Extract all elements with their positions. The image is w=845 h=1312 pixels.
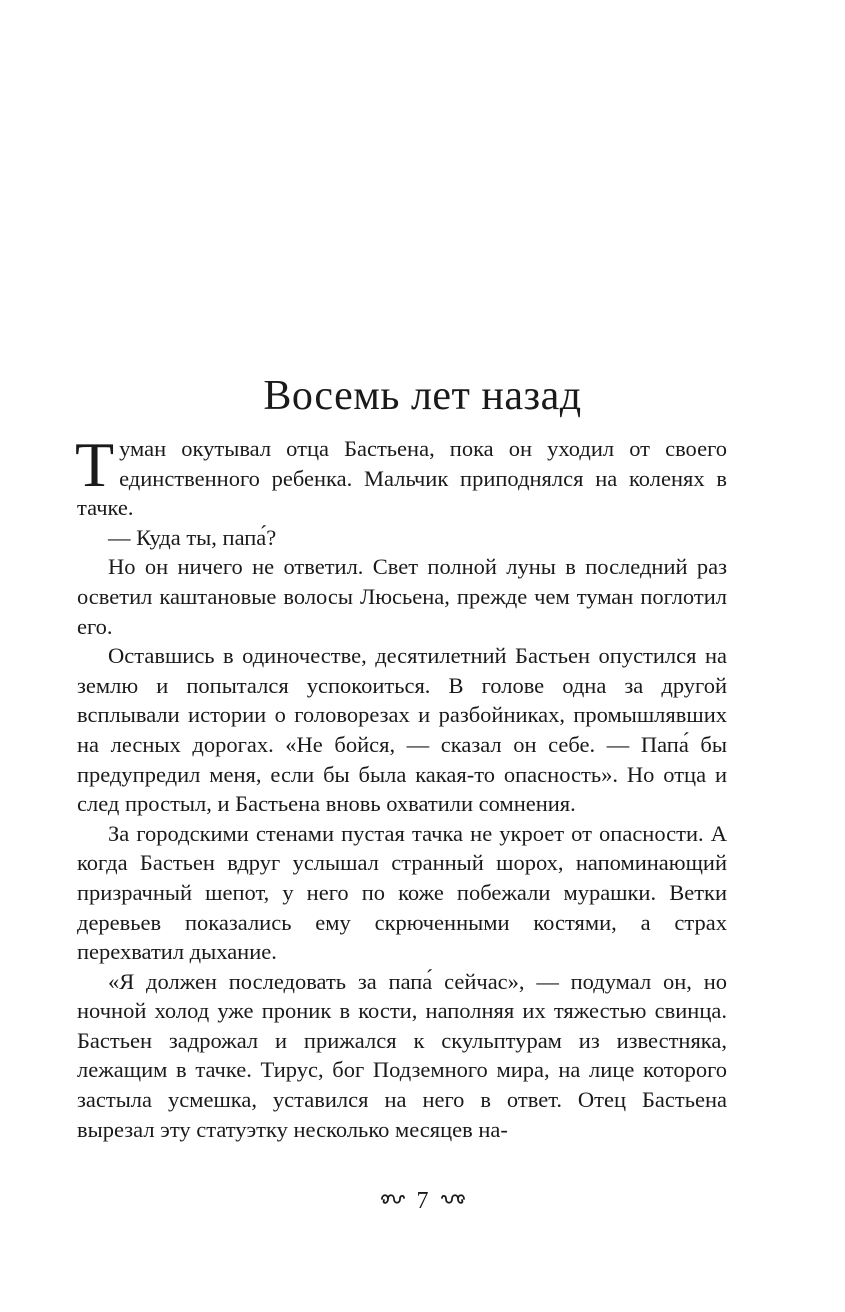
chapter-title: Восемь лет назад <box>263 373 582 419</box>
chapter-text <box>75 429 727 1144</box>
paragraph: Но он ничего не ответил. Свет полной луны в последний раз осветил каштановые волосы Люсьена, прежде чем туман поглотил его. <box>77 554 727 639</box>
flourish-left-icon <box>380 1189 411 1211</box>
page-footer <box>0 1188 845 1215</box>
paragraph: За городскими стенами пустая тачка не укроет от опасности. А когда Бастьен вдруг услышал странный шорох, напоминающий призрачный шепот, у него по коже побежали мурашки. Ветки деревьев показались ему скрюченными костями, а страх перехватил дыхание. <box>77 820 727 965</box>
paragraph: — Куда ты, папа́? <box>108 524 277 550</box>
flourish-right-icon <box>435 1189 466 1211</box>
first-paragraph-text: уман окутывал отца Бастьена, пока он уходил от своего единственного ребенка. Мальчик приподнялся на коленях в тачке. <box>77 436 727 521</box>
paragraph: Оставшись в одиночестве, десятилетний Бастьен опустился на землю и попытался успокоиться. В голове одна за другой всплывали истории о головорезах и разбойниках, промышлявших на лесных дорогах. «Не бойся, — сказал он себе. — Папа́ бы предупредил меня, если бы была какая-то опасность». Но отца и след простыл, и Бастьена вновь охватили сомнения. <box>77 643 727 817</box>
page-number: 7 <box>416 1188 429 1214</box>
drop-cap: Т <box>75 429 115 500</box>
paragraph: «Я должен последовать за папа́ сейчас», — подумал он, но ночной холод уже проник в кости, наполняя их тяжестью свинца. Бастьен задрожал и прижался к скульптурам из известняка, лежащим в тачке. Тирус, бог Подземного мира, на лице которого застыла усмешка, уставился на него в ответ. Отец Бастьена вырезал эту статуэтку несколько месяцев на- <box>77 968 727 1142</box>
first-paragraph <box>75 429 727 523</box>
